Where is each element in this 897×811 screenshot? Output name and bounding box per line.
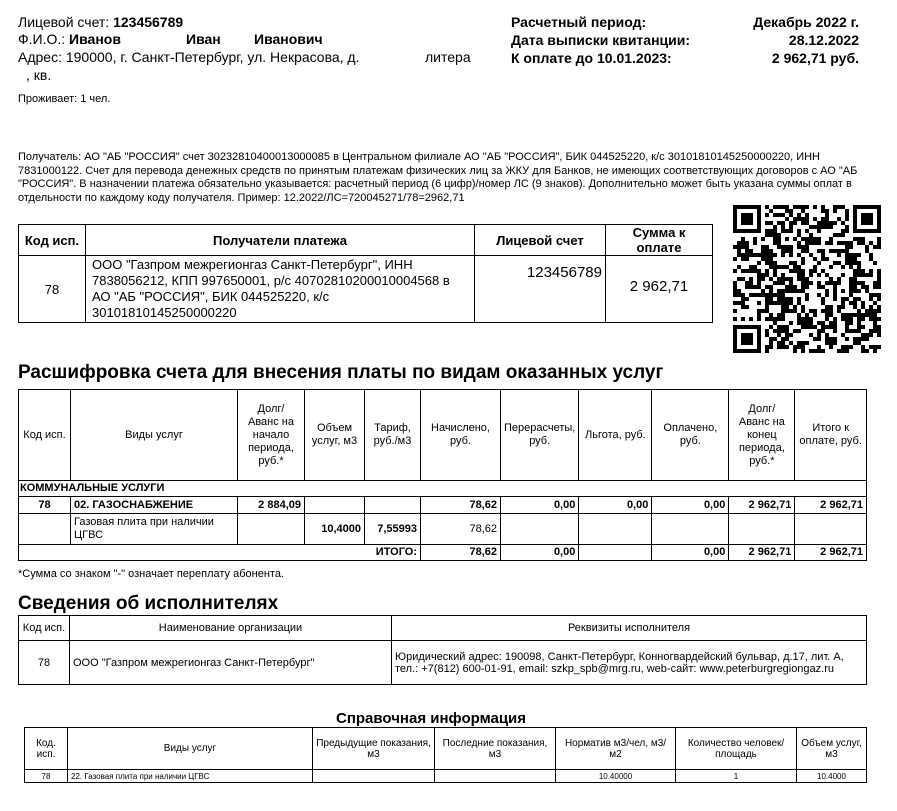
apartment-label: , кв. <box>26 67 52 83</box>
pay-by-label: К оплате до 10.01.2023: <box>511 50 672 66</box>
reference-norm: 10.40000 <box>556 770 676 783</box>
sub-tariff: 7,55993 <box>365 514 421 545</box>
litera-label: литера <box>425 49 471 65</box>
breakdown-header-paid: Оплачено, руб. <box>652 390 729 481</box>
last-name: Иванов <box>69 31 121 47</box>
first-name: Иван <box>186 31 221 47</box>
qr-code-icon <box>733 205 881 353</box>
recipient-note: Получатель: АО "АБ "РОССИЯ" счет 30232810400013000085 в Центральном филиале АО "АБ "РОССИЯ", БИК 044525220, к/с 30101810145250000220, ИНН 7831000122. Счет для перевода денежных средств по принятым платежам физических лиц за ЖКУ для Банков, не имеющих соответствующих договоров с АО "АБ "РОССИЯ". В назначении платежа обязательно указывается: расчетный период (6 цифр)/номер ЛС (9 знаков). Дополнительно может быть указана суммы оплат в отдельности по каждому коду получателя. Пример: 12.2022/ЛС=720045271/78=2962,71 <box>18 151 858 204</box>
residents-count: Проживает: 1 чел. <box>18 93 111 105</box>
period-value: Декабрь 2022 г. <box>753 14 859 30</box>
issue-date-value: 28.12.2022 <box>788 32 859 48</box>
service-total: 2 962,71 <box>795 497 867 514</box>
reference-header-norm: Норматив м3/чел, м3/м2 <box>556 728 676 770</box>
breakdown-header-debt-end: Долг/ Аванс на конец периода, руб.* <box>729 390 795 481</box>
total-debt-end: 2 962,71 <box>729 545 795 561</box>
sub-debt-end <box>729 514 795 545</box>
reference-people: 1 <box>676 770 797 783</box>
payment-code: 78 <box>19 256 86 323</box>
breakdown-title: Расшифровка счета для внесения платы по видам оказанных услуг <box>18 362 664 383</box>
executors-title: Сведения об исполнителях <box>18 593 279 614</box>
reference-volume: 10.4000 <box>797 770 867 783</box>
payment-account: 123456789 <box>475 256 606 323</box>
reference-last <box>435 770 556 783</box>
reference-title: Справочная информация <box>336 710 527 727</box>
reference-header-last: Последние показания, м3 <box>435 728 556 770</box>
sub-volume: 10,4000 <box>305 514 365 545</box>
total-recalc: 0,00 <box>501 545 579 561</box>
breakdown-header-tariff: Тариф, руб./м3 <box>365 390 421 481</box>
total-paid: 0,00 <box>652 545 729 561</box>
account-line <box>18 13 183 31</box>
footnote: *Сумма со знаком "-" означает переплату абонента. <box>18 568 284 580</box>
pay-by-value: 2 962,71 руб. <box>771 50 859 66</box>
service-row <box>19 497 867 514</box>
breakdown-table <box>18 389 867 561</box>
payment-header-recipient: Получатели платежа <box>86 225 475 256</box>
service-debt-end: 2 962,71 <box>729 497 795 514</box>
sub-debt-start <box>238 514 305 545</box>
sub-total <box>795 514 867 545</box>
executor-name: ООО "Газпром межрегионгаз Санкт-Петербург" <box>70 641 392 685</box>
service-volume <box>305 497 365 514</box>
sub-code <box>19 514 71 545</box>
service-charged: 78,62 <box>421 497 501 514</box>
reference-header-code: Код. исп. <box>25 728 68 770</box>
breakdown-header-benefit: Льгота, руб. <box>579 390 652 481</box>
reference-header-people: Количество человек/ площадь <box>676 728 797 770</box>
payment-header-code: Код исп. <box>19 225 86 256</box>
service-paid: 0,00 <box>652 497 729 514</box>
fio-label: Ф.И.О.: <box>18 31 66 47</box>
sub-benefit <box>579 514 652 545</box>
account-label: Лицевой счет: <box>18 14 110 30</box>
reference-header-volume: Объем услуг, м3 <box>797 728 867 770</box>
reference-code: 78 <box>25 770 68 783</box>
breakdown-header-debt-start: Долг/ Аванс на начало периода, руб.* <box>238 390 305 481</box>
total-row <box>19 545 867 561</box>
breakdown-header-charged: Начислено, руб. <box>421 390 501 481</box>
executors-header-code: Код исп. <box>19 616 70 641</box>
sub-service-row <box>19 514 867 545</box>
sub-charged: 78,62 <box>421 514 501 545</box>
section-utilities: КОММУНАЛЬНЫЕ УСЛУГИ <box>19 481 867 497</box>
payment-table <box>18 224 713 323</box>
executor-details: Юридический адрес: 190098, Санкт-Петербург, Конногвардейский бульвар, д.17, лит. А, тел.: +7(812) 600-01-91, email: szkp_spb@mrg.ru, web-сайт: www.peterburgregiongaz.ru <box>392 641 867 685</box>
service-benefit: 0,00 <box>579 497 652 514</box>
sub-name: Газовая плита при наличии ЦГВС <box>71 514 238 545</box>
breakdown-header-recalc: Перерасчеты, руб. <box>501 390 579 481</box>
breakdown-header-service: Виды услуг <box>71 390 238 481</box>
reference-header-service: Виды услуг <box>68 728 313 770</box>
sub-paid <box>652 514 729 545</box>
breakdown-header-volume: Объем услуг, м3 <box>305 390 365 481</box>
reference-header-previous: Предыдущие показания, м3 <box>313 728 435 770</box>
reference-table <box>24 727 867 783</box>
service-debt-start: 2 884,09 <box>238 497 305 514</box>
service-tariff <box>365 497 421 514</box>
payment-header-account: Лицевой счет <box>475 225 606 256</box>
executor-code: 78 <box>19 641 70 685</box>
reference-service: 22. Газовая плита при наличии ЦГВС <box>68 770 313 783</box>
account-number: 123456789 <box>113 14 184 30</box>
service-code: 78 <box>19 497 71 514</box>
payment-header-amount: Сумма к оплате <box>606 225 713 256</box>
total-benefit <box>579 545 652 561</box>
breakdown-header-total: Итого к оплате, руб. <box>795 390 867 481</box>
reference-previous <box>313 770 435 783</box>
executors-header-name: Наименование организации <box>70 616 392 641</box>
qr-modules <box>733 205 881 353</box>
payment-recipient: ООО "Газпром межрегионгаз Санкт-Петербург", ИНН 7838056212, КПП 997650001, р/с 40702810200010004568 в АО "АБ "РОССИЯ", БИК 044525220, к/с 30101810145250000220 <box>86 256 475 323</box>
total-charged: 78,62 <box>421 545 501 561</box>
executors-header-details: Реквизиты исполнителя <box>392 616 867 641</box>
total-to-pay: 2 962,71 <box>795 545 867 561</box>
issue-date-label: Дата выписки квитанции: <box>511 32 691 48</box>
payment-amount: 2 962,71 <box>606 256 713 323</box>
patronymic: Иванович <box>254 31 323 47</box>
address-label: Адрес: <box>18 49 62 65</box>
sub-recalc <box>501 514 579 545</box>
address-line <box>18 48 359 66</box>
period-label: Расчетный период: <box>511 14 647 30</box>
total-label: ИТОГО: <box>19 545 421 561</box>
executors-table <box>18 615 867 685</box>
breakdown-header-code: Код исп. <box>19 390 71 481</box>
service-recalc: 0,00 <box>501 497 579 514</box>
address-value: 190000, г. Санкт-Петербург, ул. Некрасова, д. <box>65 49 360 65</box>
fio-line <box>18 30 121 48</box>
service-name: 02. ГАЗОСНАБЖЕНИЕ <box>71 497 238 514</box>
